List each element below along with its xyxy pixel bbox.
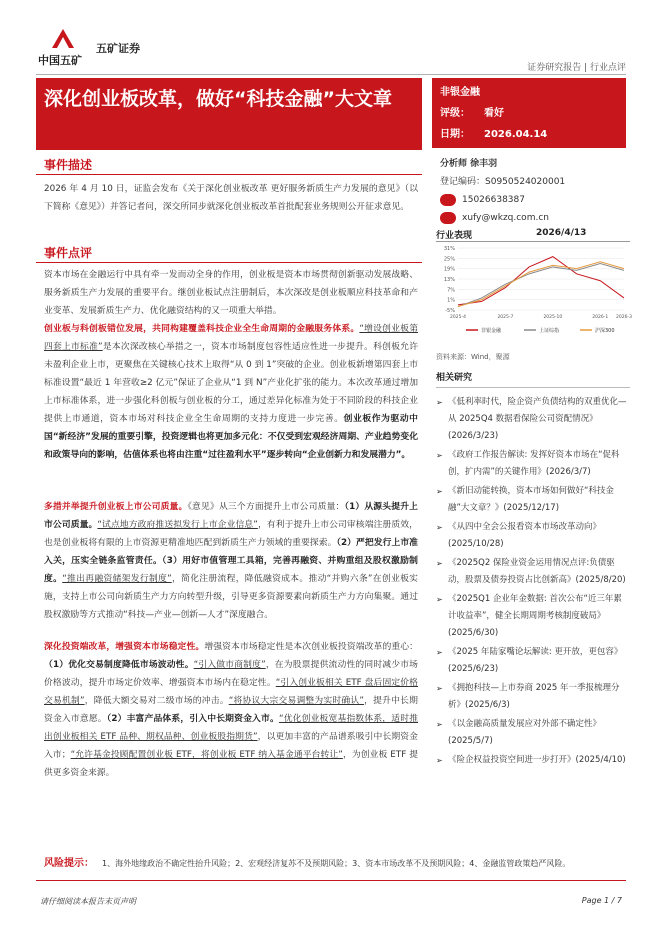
comment-paragraph-1: 资本市场在金融运行中具有牵一发而动全身的作用，创业板是资本市场贯彻创新驱动发展战略、服务新质生产力发展的重要平台。继创业板试点注册制后，本次深改是创业板顺应科技革命和产业变革、发展新质生产力、优化融资结构的又一项重大举措。 [44, 270, 418, 316]
logo-text: 中国五矿 [38, 54, 82, 67]
x-tick-label: 2025-10 [543, 315, 563, 320]
para3-quote1: “试点地方政府推送拟发行上市企业信息” [97, 520, 258, 530]
related-item[interactable]: ➢ 《险企权益投资空间进一步打开》(2025/4/10) [436, 752, 630, 769]
y-tick-label: 19% [443, 266, 455, 273]
related-item[interactable]: ➢ 《新旧动能转换，资本市场如何做好“科技金融”大文章？》(2025/12/17) [436, 483, 630, 517]
rating-box [432, 78, 626, 148]
risk-warning [44, 854, 634, 869]
related-item[interactable]: ➢ 《拥抱科技—上市券商 2025 年一季报梳理分析》(2025/6/3) [436, 680, 630, 714]
related-list [436, 394, 630, 769]
x-tick-label: 2025-7 [497, 315, 514, 320]
footer-divider [36, 880, 626, 881]
chart-source: 资料来源：Wind，聚源 [436, 353, 510, 361]
para3-body2: ，简化注册流程，降低融资成本。推动“并购六条”在创业板实施，支持上市公司向新质生产力方向转型升级，引导更多资源要素向新质生产力方向集聚。通过股权激励等方式推动“科技—产业—创新—人才”深度融合。 [44, 574, 418, 620]
date-label: 日期： [440, 129, 470, 140]
rating-value: 看好 [484, 108, 504, 119]
related-item[interactable]: ➢ 《从四中全会公报看资本市场改革动向》(2025/10/28) [436, 519, 630, 553]
chart-header [436, 228, 630, 242]
breadcrumb: 证券研究报告 | 行业点评 [527, 63, 626, 73]
x-tick-label: 2026-1 [592, 315, 609, 320]
para4-heading: 深化投资端改革，增强资本市场稳定性。 [44, 642, 205, 652]
report-title: 深化创业板改革，做好“科技金融”大文章 [36, 78, 422, 150]
para4-quote3: “将协议大宗交易调整为实时确认” [228, 696, 364, 706]
analyst-name: 分析师 徐丰羽 [440, 159, 498, 169]
y-tick-label: 1% [447, 297, 455, 304]
y-tick-label: 13% [443, 277, 455, 283]
comment-paragraph-3 [44, 498, 418, 624]
para3-heading: 多措并举提升创业板上市公司质量。 [44, 502, 188, 512]
y-tick-label: -5% [445, 308, 455, 314]
para4-body5: ，为创业板 ETF 提供更多资金来源。 [44, 750, 418, 778]
para2-heading: 创业板与科创板错位发展，共同构建覆盖科技企业全生命周期的金融服务体系。 [44, 324, 360, 334]
chart-title: 行业表现 [436, 231, 473, 241]
analyst-reg: 登记编码：S0950524020001 [440, 177, 566, 187]
para4-point1: （1）优化交易制度降低市场波动性。 [44, 660, 194, 670]
para3-intro: 《意见》从三个方面提升上市公司质量： [187, 502, 345, 512]
y-tick-label: 31% [443, 246, 455, 252]
para3-body1: ，有利于提升上市公司审核端注册质效，也是创业板将有限的上市资源更精准地匹配到新质生产力领域的重要探索。 [44, 520, 418, 548]
related-item[interactable]: ➢ 《政府工作报告解读: 发挥好资本市场在“促科创，扩内需”的关键作用》(2026/3/7) [436, 447, 630, 481]
risk-label: 风险提示： [44, 858, 94, 869]
page-number: Page 1 / 7 [581, 896, 622, 905]
related-item[interactable]: ➢ 《以金融高质量发展应对外部不确定性》(2025/5/7) [436, 716, 630, 750]
legend-label: 上证综指 [539, 328, 560, 334]
para4-quote5: “允许基金投顾配置创业板 ETF，将创业板 ETF 纳入基金通平台转让” [70, 750, 343, 760]
rating-label: 评级： [440, 108, 470, 119]
para4-body3: ，提升中长期资金入市意愿。 [44, 696, 418, 724]
section-divider [36, 262, 422, 263]
sector-name: 非银金融 [440, 87, 480, 98]
section-divider [36, 174, 422, 175]
legend-label: 沪深300 [595, 328, 615, 334]
x-tick-label: 2026-3 [616, 315, 632, 320]
para3-point3: （3）用好市值管理工具箱，完善再融资、并购重组及股权激励制度。 [44, 556, 418, 584]
related-item[interactable]: ➢ 《2025 年陆家嘴论坛解读: 更开放，更包容》(2025/6/23) [436, 644, 630, 678]
para4-point2: （2）丰富产品体系，引入中长期资金入市。 [106, 714, 279, 724]
para4-body1: ，在为股票提供流动性的同时减少市场价格波动，提升市场定价效率、增强资本市场内在稳定性。 [44, 660, 418, 688]
logo-icon [48, 26, 78, 50]
industry-performance-chart [436, 228, 630, 338]
para4-quote1: “引入做市商制度” [193, 660, 266, 670]
related-research [436, 370, 630, 771]
para3-quote2: “推出再融资储架发行制度” [62, 574, 172, 584]
para4-body2: ，降低大额交易对二级市场的冲击。 [84, 696, 229, 706]
event-description: 2026 年 4 月 10 日，证监会发布《关于深化创业板改革 更好服务新质生产力发展的意见》（以下简称《意见》）并答记者问，深交所同步就深化创业板改革首批配套业务规则公开征求意见。 [44, 184, 418, 212]
y-tick-label: 7% [447, 287, 455, 294]
para2-quote: “增设创业板第四套上市标准” [44, 324, 418, 352]
section-title-comment: 事件点评 [44, 246, 93, 260]
para2-body: 是本次深改核心举措之一，资本市场制度包容性适应性进一步提升。科创板允许未盈利企业上市，更聚焦在关键核心技术上取得“从 0 到 1”突破的企业。创业板新增第四套上市标准设置“最近 1 年营收≥2 亿元”保证了企业从“1 到 N”产业化扩张的能力。本次改革通过增加上市标准体系，进一步强化科创板与创业板的分工，通过差异化标准为处于不同阶段的科技企业提供上市通道，资本市场对科技企业全生命周期的支持力度进一步完善。 [44, 342, 418, 424]
email-icon [440, 212, 456, 224]
para4-body4: ，以更加丰富的产品谱系吸引中长期资金入市； [44, 732, 418, 760]
comment-paragraph-4 [44, 638, 418, 782]
x-tick-label: 2025-4 [450, 315, 466, 320]
brand-name: 五矿证券 [96, 42, 140, 55]
risk-text: 1、海外地缘政治不确定性抬升风险；2、宏观经济复苏不及预期风险；3、资本市场改革不及预期风险；4、金融监管政策趋严风险。 [102, 859, 571, 868]
para4-quote2: “引入创业板相关 ETF 盘后固定价格交易机制” [44, 678, 418, 706]
analyst-info [440, 156, 630, 227]
related-item[interactable]: ➢ 《2025Q1 企业年金数据: 首次公布“近三年累计收益率”，健全长期周期考核制度破局》(2025/6/30) [436, 591, 630, 642]
header-divider [36, 74, 626, 75]
phone-icon [440, 194, 456, 206]
section-title-event: 事件描述 [44, 158, 93, 172]
series-line [458, 264, 624, 307]
date-value: 2026.04.14 [484, 129, 548, 140]
para3-point1: （1）从源头提升上市公司质量。 [44, 502, 418, 530]
related-item[interactable]: ➢ 《2025Q2 保险业资金运用情况点评:负债驱动，股票及债券投资占比创新高》(2025/8/20) [436, 555, 630, 589]
analyst-phone: 15026638387 [462, 195, 525, 205]
para4-quote4: “优化创业板宽基指数体系，适时推出创业板相关 ETF 品种、期权品种、创业板股指期货” [44, 714, 418, 742]
chart-date: 2026/4/13 [536, 228, 587, 238]
para3-point2: （2）严把发行上市准入关，压实全链条监管责任。 [44, 538, 418, 566]
related-item[interactable]: ➢ 《低利率时代，险企资产负债结构的双重优化—从 2025Q4 数据看保险公司资配情况》(2026/3/23) [436, 394, 630, 445]
para4-intro: 增强资本市场稳定性是本次创业板投资端改革的重心： [204, 642, 418, 652]
footer-disclaimer: 请仔细阅读本报告末页声明 [40, 897, 136, 906]
chart-svg [436, 242, 630, 338]
para2-bold: 创业板作为驱动中国“新经济”发展的重要引擎，投资逻辑也将更加多元化：不仅受到宏观经济周期、产业趋势变化和政策导向的影响，估值体系也将由注重“过往盈利水平”逐步转向“企业创新力和发展潜力”。 [44, 414, 418, 460]
analyst-email[interactable]: xufy@wkzq.com.cn [462, 213, 549, 223]
related-title: 相关研究 [436, 370, 630, 388]
y-tick-label: 25% [443, 256, 455, 263]
comment-paragraph-2 [44, 320, 418, 464]
legend-label: 非银金融 [481, 328, 502, 334]
